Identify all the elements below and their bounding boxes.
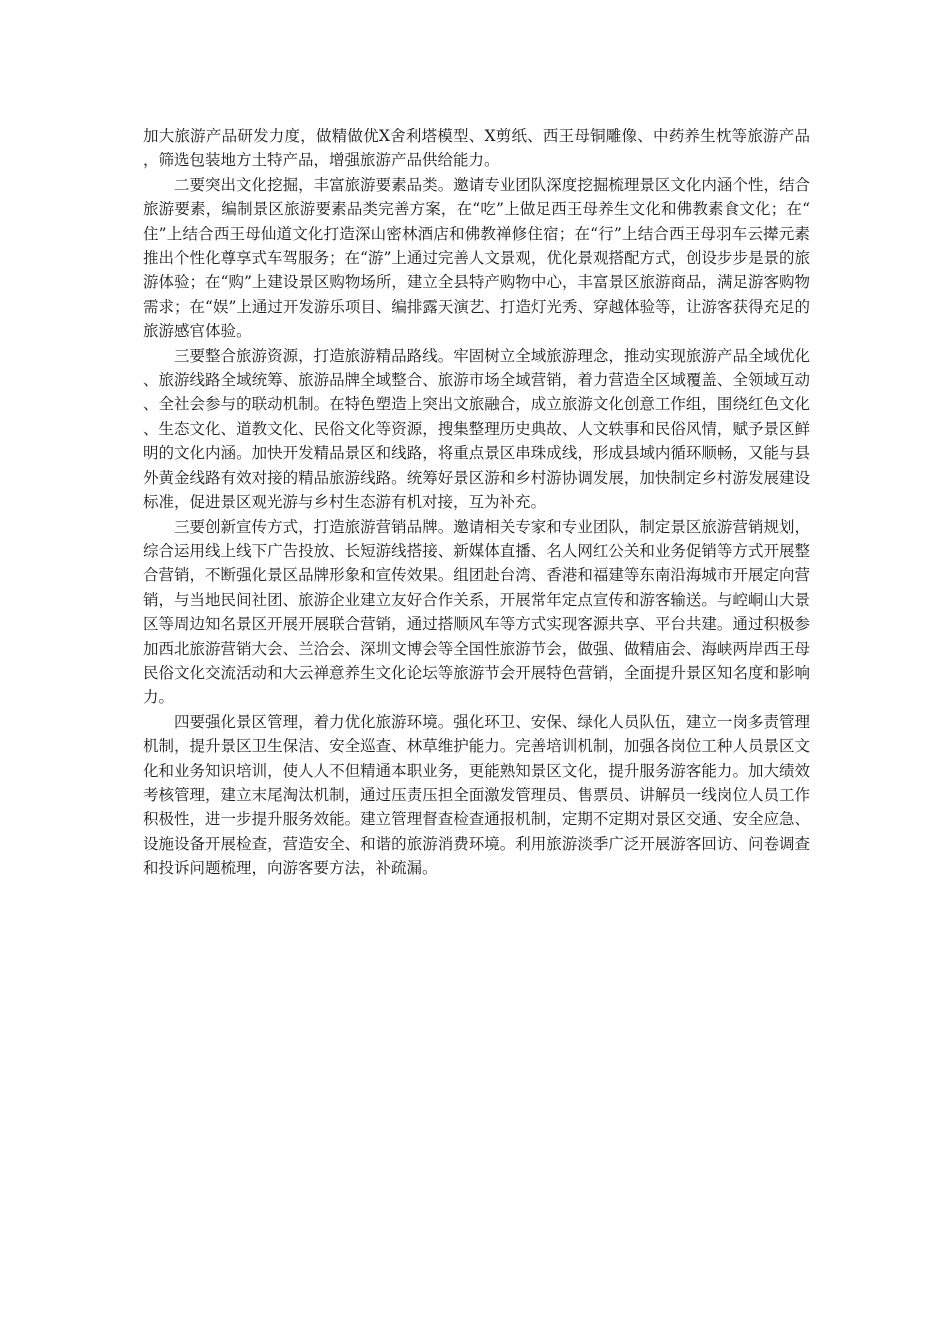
paragraph-culture-mining: 二要突出文化挖掘，丰富旅游要素品类。邀请专业团队深度挖掘梳理景区文化内涵个性，结合旅游要素，编制景区旅游要素品类完善方案，在“吃”上做足西王母养生文化和佛教素食文化；在“住”上结合西王母仙道文化打造深山密林酒店和佛教禅修住宿；在“行”上结合西王母羽车云撵元素推出个性化尊享式车驾服务；在“游”上通过完善人文景观，优化景观搭配方式，创设步步是景的旅游体验；在“购”上建设景区购物场所，建立全县特产购物中心，丰富景区旅游商品，满足游客购物需求；在“娱”上通过开发游乐项目、编排露天演艺、打造灯光秀、穿越体验等，让游客获得充足的旅游感官体验。 bbox=[143, 175, 810, 341]
document-body bbox=[143, 124, 810, 881]
paragraph-promotion-innovation: 三要创新宣传方式，打造旅游营销品牌。邀请相关专家和专业团队，制定景区旅游营销规划，综合运用线上线下广告投放、长短游线搭接、新媒体直播、名人网红公关和业务促销等方式开展整合营销，不断强化景区品牌形象和宣传效果。组团赴台湾、香港和福建等东南沿海城市开展定向营销，与当地民间社团、旅游企业建立友好合作关系，开展常年定点宣传和游客输送。与崆峒山大景区等周边知名景区开展开展联合营销，通过搭顺风车等方式实现客源共享、平台共建。通过积极参加西北旅游营销大会、兰洽会、深圳文博会等全国性旅游节会，做强、做精庙会、海峡两岸西王母民俗文化交流活动和大云禅意养生文化论坛等旅游节会开展特色营销，全面提升景区知名度和影响力。 bbox=[143, 517, 810, 707]
paragraph-product-development: 加大旅游产品研发力度，做精做优X舍利塔模型、X剪纸、西王母铜雕像、中药养生枕等旅游产品，筛选包装地方土特产品，增强旅游产品供给能力。 bbox=[143, 127, 810, 170]
paragraph-scenic-management: 四要强化景区管理，着力优化旅游环境。强化环卫、安保、绿化人员队伍，建立一岗多责管理机制，提升景区卫生保洁、安全巡查、林草维护能力。完善培训机制，加强各岗位工种人员景区文化和业务知识培训，使人人不但精通本职业务，更能熟知景区文化，提升服务游客能力。加大绩效考核管理，建立末尾淘汰机制，通过压责压担全面激发管理员、售票员、讲解员一线岗位人员工作积极性，进一步提升服务效能。建立管理督查检查通报机制，定期不定期对景区交通、安全应急、设施设备开展检查，营造安全、和谐的旅游消费环境。利用旅游淡季广泛开展游客回访、问卷调查和投诉问题梳理，向游客要方法，补疏漏。 bbox=[143, 712, 810, 878]
paragraph-resource-integration: 三要整合旅游资源，打造旅游精品路线。牢固树立全域旅游理念，推动实现旅游产品全域优化、旅游线路全域统筹、旅游品牌全域整合、旅游市场全域营销，着力营造全区域覆盖、全领域互动、全社会参与的联动机制。在特色塑造上突出文旅融合，成立旅游文化创意工作组，围绕红色文化、生态文化、道教文化、民俗文化等资源，搜集整理历史典故、人文轶事和民俗风情，赋予景区鲜明的文化内涵。加快开发精品景区和线路，将重点景区串珠成线，形成县域内循环顺畅，又能与县外黄金线路有效对接的精品旅游线路。统筹好景区游和乡村游协调发展，加快制定乡村游发展建设标准，促进景区观光游与乡村生态游有机对接，互为补充。 bbox=[143, 346, 810, 512]
